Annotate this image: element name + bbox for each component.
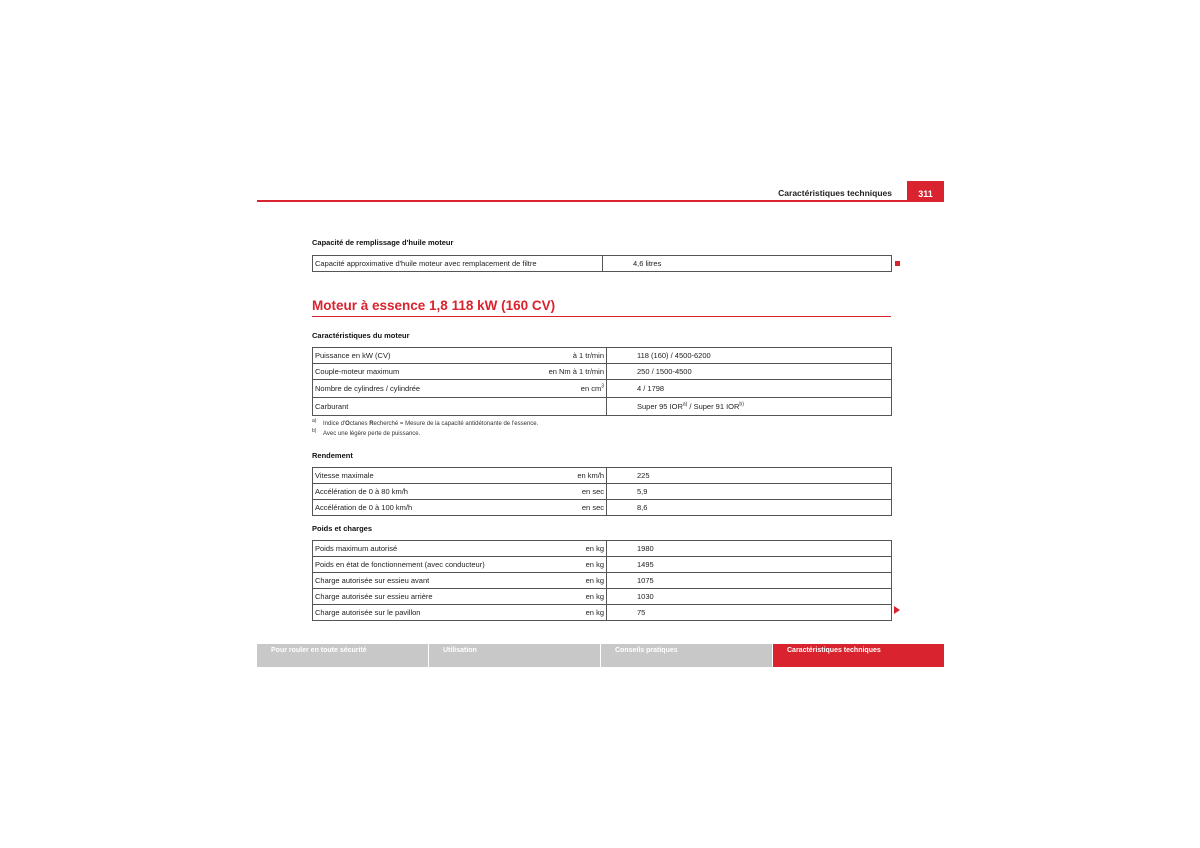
- spec-label: Poids en état de fonctionnement (avec conducteur): [313, 557, 538, 573]
- performance-table: [312, 467, 892, 516]
- spec-label: Accélération de 0 à 100 km/h: [313, 500, 538, 516]
- spec-value: 1980: [607, 541, 892, 557]
- engine-title-rule: [312, 316, 891, 317]
- footnote-text: ctanes: [349, 421, 370, 427]
- table-row: [313, 398, 892, 416]
- table-row: [313, 256, 892, 272]
- spec-label: Nombre de cylindres / cylindrée: [313, 380, 538, 398]
- spec-label: Couple-moteur maximum: [313, 364, 538, 380]
- footnote-b: [312, 428, 823, 437]
- footnote-mark: a): [312, 418, 317, 424]
- spec-value: 1495: [607, 557, 892, 573]
- table-row: [313, 573, 892, 589]
- footnote-ref-a: a): [682, 401, 688, 408]
- weights-heading: Poids et charges: [312, 524, 373, 533]
- running-header-title: Caractéristiques techniques: [778, 188, 892, 198]
- table-row: [313, 348, 892, 364]
- spec-label: Charge autorisée sur essieu avant: [313, 573, 538, 589]
- spec-unit: à 1 tr/min: [537, 348, 607, 364]
- header-rule: [257, 200, 944, 202]
- weights-table: [312, 540, 892, 621]
- spec-value: 250 / 1500-4500: [607, 364, 892, 380]
- fuel-value-1: Super 95 IOR: [637, 402, 683, 411]
- engine-section-title: Moteur à essence 1,8 118 kW (160 CV): [312, 298, 556, 313]
- table-row: [313, 364, 892, 380]
- spec-unit: en kg: [537, 573, 607, 589]
- spec-value: 5,9: [607, 484, 892, 500]
- spec-unit: en sec: [537, 500, 607, 516]
- spec-value: 1075: [607, 573, 892, 589]
- engine-specs-table: [312, 347, 892, 416]
- oil-capacity-table: [312, 255, 892, 272]
- footer-tab-practical-tips[interactable]: Conseils pratiques: [601, 644, 772, 667]
- table-row: [313, 589, 892, 605]
- footnote-text: Indice d': [323, 421, 346, 427]
- spec-value: 1030: [607, 589, 892, 605]
- table-row: [313, 557, 892, 573]
- page-number: 311: [907, 181, 944, 201]
- spec-unit: en Nm à 1 tr/min: [537, 364, 607, 380]
- spec-label: Charge autorisée sur le pavillon: [313, 605, 538, 621]
- table-row: [313, 541, 892, 557]
- footnote-emphasis: O: [345, 421, 350, 427]
- footnote-text: Avec une légère perte de puissance.: [323, 431, 421, 437]
- fuel-value-2: / Super 91 IOR: [687, 402, 740, 411]
- spec-value: 75: [607, 605, 892, 621]
- oil-capacity-heading: Capacité de remplissage d'huile moteur: [312, 238, 454, 247]
- spec-unit: en kg: [537, 541, 607, 557]
- engine-specs-heading: Caractéristiques du moteur: [312, 331, 410, 340]
- footnote-text: echerché = Mesure de la capacité antidétonante de l'essence.: [373, 421, 539, 427]
- table-row: [313, 380, 892, 398]
- spec-unit: en kg: [537, 557, 607, 573]
- spec-value: 225: [607, 468, 892, 484]
- spec-unit: en kg: [537, 605, 607, 621]
- spec-value: [607, 398, 892, 416]
- spec-unit: [537, 398, 607, 416]
- spec-label: Carburant: [313, 398, 538, 416]
- table-row: [313, 605, 892, 621]
- end-of-section-marker: [895, 261, 900, 266]
- spec-label: Poids maximum autorisé: [313, 541, 538, 557]
- spec-unit: en kg: [537, 589, 607, 605]
- spec-label: Accélération de 0 à 80 km/h: [313, 484, 538, 500]
- performance-heading: Rendement: [312, 451, 353, 460]
- footnote-a: [312, 418, 823, 427]
- spec-unit: en km/h: [537, 468, 607, 484]
- oil-capacity-value: 4,6 litres: [603, 256, 892, 272]
- footnote-emphasis: R: [369, 421, 374, 427]
- spec-value: 8,6: [607, 500, 892, 516]
- spec-label: Vitesse maximale: [313, 468, 538, 484]
- spec-value: 118 (160) / 4500-6200: [607, 348, 892, 364]
- unit-superscript: 3: [601, 383, 604, 390]
- continue-arrow-icon[interactable]: [894, 606, 900, 614]
- footnote-mark: b): [312, 428, 317, 434]
- footnote-ref-b: b): [739, 401, 744, 408]
- table-row: [313, 484, 892, 500]
- table-row: [313, 468, 892, 484]
- spec-label: Charge autorisée sur essieu arrière: [313, 589, 538, 605]
- footer-tab-usage[interactable]: Utilisation: [429, 644, 600, 667]
- oil-capacity-label: Capacité approximative d'huile moteur avec remplacement de filtre: [313, 256, 603, 272]
- table-row: [313, 500, 892, 516]
- footer-tab-technical-specs[interactable]: Caractéristiques techniques: [773, 644, 944, 667]
- spec-unit-text: en cm: [580, 384, 602, 393]
- spec-value: 4 / 1798: [607, 380, 892, 398]
- spec-unit: en sec: [537, 484, 607, 500]
- spec-label: Puissance en kW (CV): [313, 348, 538, 364]
- footer-tab-safety[interactable]: Pour rouler en toute sécurité: [257, 644, 428, 667]
- spec-unit: [537, 380, 607, 398]
